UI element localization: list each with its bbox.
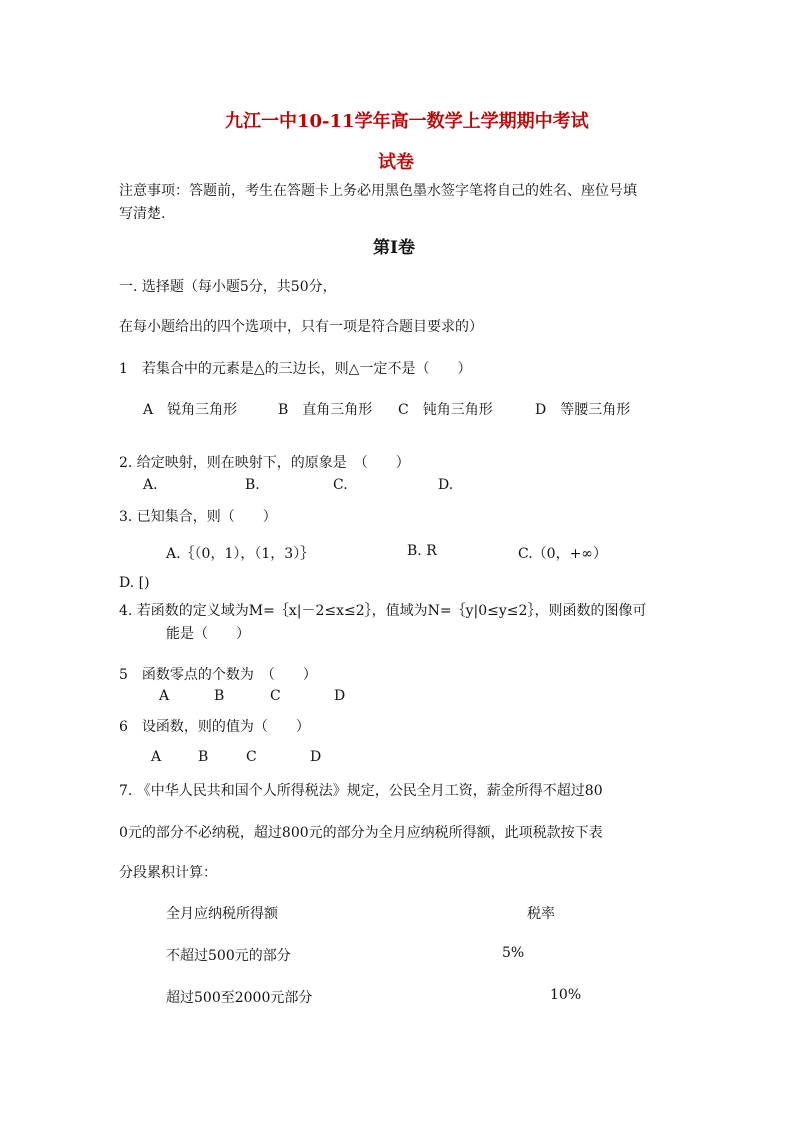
question-1-option-c: C 钝角三角形	[398, 402, 493, 418]
question-1-stem: 1 若集合中的元素是△的三边长，则△一定不是（ ）	[119, 361, 472, 377]
question-3-option-b: B. R	[407, 543, 437, 559]
question-6-option-c: C	[246, 749, 257, 765]
question-6-stem: 6 设函数，则的值为（ ）	[119, 719, 310, 735]
table-row-2-rate: 10%	[550, 987, 582, 1003]
question-5-stem: 5 函数零点的个数为 （ ）	[119, 667, 317, 683]
question-4-stem: 4. 若函数的定义域为M=｛x|－2≤x≤2｝，值域为N=｛y|0≤y≤2｝，则函数的图像可	[119, 603, 647, 619]
question-2-option-a: A.	[143, 477, 158, 493]
notice-line-1: 注意事项：答题前，考生在答题卡上务必用黑色墨水签字笔将自己的姓名、座位号填	[119, 183, 637, 199]
table-header-income: 全月应纳税所得额	[166, 906, 278, 922]
table-header-rate: 税率	[527, 906, 555, 922]
instructions-line-2: 在每小题给出的四个选项中，只有一项是符合题目要求的）	[119, 319, 483, 335]
question-6-option-a: A	[151, 749, 162, 765]
question-7-line-1: 7. 《中华人民共和国个人所得税法》规定，公民全月工资，薪金所得不超过80	[119, 783, 603, 799]
exam-title: 九江一中10-11学年高一数学上学期期中考试	[225, 111, 589, 132]
question-2-stem: 2. 给定映射，则在映射下，的原象是 （ ）	[119, 455, 410, 471]
question-7-line-2: 0元的部分不必纳税，超过800元的部分为全月应纳税所得额，此项税款按下表	[119, 825, 603, 841]
question-5-option-d: D	[334, 688, 346, 704]
question-2-option-b: B.	[245, 477, 260, 493]
question-6-option-d: D	[310, 749, 322, 765]
exam-title-cont: 试卷	[378, 152, 414, 173]
question-5-option-a: A	[159, 688, 170, 704]
question-5-option-c: C	[270, 688, 281, 704]
question-5-option-b: B	[214, 688, 225, 704]
question-1-option-a: A 锐角三角形	[143, 402, 238, 418]
question-2-option-c: C.	[333, 477, 348, 493]
notice-line-2: 写清楚.	[119, 206, 166, 222]
instructions-line-1: 一. 选择题（每小题5分，共50分，	[119, 279, 337, 295]
question-3-option-c: C.（0，+∞）	[518, 546, 607, 562]
question-4-stem-cont: 能是（ ）	[166, 626, 250, 642]
table-row-2-income: 超过500至2000元部分	[166, 990, 313, 1006]
table-row-1-rate: 5%	[502, 945, 525, 961]
question-6-option-b: B	[198, 749, 209, 765]
question-2-option-d: D.	[438, 477, 454, 493]
question-3-option-d: D. [)	[119, 575, 150, 591]
section-title: 第Ⅰ卷	[373, 238, 415, 258]
table-row-1-income: 不超过500元的部分	[166, 948, 291, 964]
question-3-option-a: A.｛（0，1），（1，3）｝	[166, 546, 315, 562]
question-1-option-b: B 直角三角形	[278, 402, 373, 418]
question-3-stem: 3. 已知集合，则（ ）	[119, 509, 277, 525]
question-7-line-3: 分段累积计算：	[119, 865, 217, 881]
question-1-option-d: D 等腰三角形	[535, 402, 631, 418]
